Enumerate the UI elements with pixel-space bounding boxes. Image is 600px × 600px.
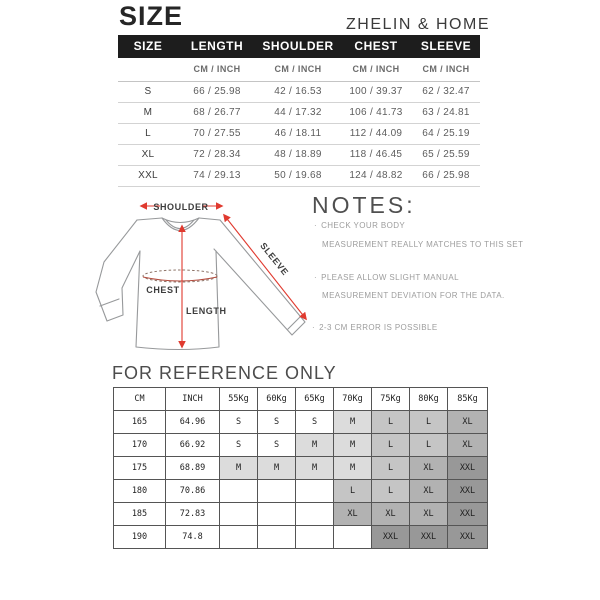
page-title: SIZE	[119, 1, 184, 31]
ref-size-cell: XXL	[448, 503, 488, 526]
chest-label: CHEST	[146, 285, 180, 295]
ref-size-cell: M	[296, 457, 334, 480]
bullet: ·	[314, 221, 318, 230]
ref-size-cell	[220, 526, 258, 549]
ref-size-cell: L	[372, 434, 410, 457]
cell-sleeve: 65 / 25.59	[422, 149, 470, 160]
cell-shoulder: 50 / 19.68	[274, 170, 322, 181]
cell-sleeve: 62 / 32.47	[422, 86, 470, 97]
ref-col-80kg: 80Kg	[410, 388, 448, 411]
ref-col-55kg: 55Kg	[220, 388, 258, 411]
ref-inch: 74.8	[166, 526, 220, 549]
ref-size-cell: XL	[410, 457, 448, 480]
ref-col-cm: CM	[114, 388, 166, 411]
ref-cm: 185	[114, 503, 166, 526]
ref-size-cell: L	[372, 411, 410, 434]
reference-row-170	[114, 434, 488, 457]
ref-size-cell	[296, 503, 334, 526]
unit-cell: CM / INCH	[193, 64, 241, 74]
cell-size: XL	[141, 149, 155, 160]
unit-cell: CM / INCH	[422, 64, 470, 74]
brand-name: ZHELIN & HOME	[346, 16, 490, 33]
ref-size-cell: XXL	[448, 526, 488, 549]
ref-size-cell	[334, 526, 372, 549]
col-header-shoulder: SHOULDER	[262, 39, 334, 53]
cell-chest: 112 / 44.09	[349, 128, 403, 139]
ref-size-cell: XXL	[448, 457, 488, 480]
cell-size: M	[143, 107, 153, 118]
shirt-outline	[96, 218, 305, 350]
ref-inch: 68.89	[166, 457, 220, 480]
reference-header-row	[114, 388, 488, 411]
cell-shoulder: 44 / 17.32	[274, 107, 322, 118]
ref-size-cell	[296, 480, 334, 503]
unit-cell: CM / INCH	[352, 64, 400, 74]
table-row-l	[118, 124, 480, 145]
ref-size-cell: L	[372, 480, 410, 503]
ref-size-cell: M	[258, 457, 296, 480]
note-item: · 2-3 CM ERROR IS POSSIBLE	[312, 323, 438, 332]
cell-length: 72 / 28.34	[193, 149, 241, 160]
ref-size-cell: XXL	[410, 526, 448, 549]
ref-inch: 72.83	[166, 503, 220, 526]
sleeve-label: SLEEVE	[258, 240, 291, 278]
ref-size-cell: XL	[334, 503, 372, 526]
reference-row-190	[114, 526, 488, 549]
ref-size-cell: XXL	[372, 526, 410, 549]
ref-col-85kg: 85Kg	[448, 388, 488, 411]
ref-size-cell: M	[334, 457, 372, 480]
shirt-measurement-diagram	[92, 194, 317, 366]
size-table-header	[118, 35, 480, 58]
chest-measure-line	[143, 277, 217, 281]
cell-sleeve: 63 / 24.81	[422, 107, 470, 118]
ref-size-cell: S	[258, 434, 296, 457]
col-header-chest: CHEST	[354, 39, 398, 53]
unit-row	[118, 58, 480, 82]
shoulder-label: SHOULDER	[153, 202, 209, 212]
ref-inch: 66.92	[166, 434, 220, 457]
reference-row-175	[114, 457, 488, 480]
size-table	[118, 35, 480, 187]
table-row-xxl	[118, 166, 480, 187]
ref-cm: 170	[114, 434, 166, 457]
table-row-m	[118, 103, 480, 124]
notes-section	[312, 192, 527, 342]
ref-size-cell	[296, 526, 334, 549]
ref-size-cell: L	[372, 457, 410, 480]
ref-size-cell: L	[410, 434, 448, 457]
cell-length: 66 / 25.98	[193, 86, 241, 97]
table-row-s	[118, 82, 480, 103]
bullet: ·	[312, 323, 316, 332]
col-header-sleeve: SLEEVE	[420, 39, 472, 53]
cell-shoulder: 46 / 18.11	[274, 128, 322, 139]
reference-row-185	[114, 503, 488, 526]
ref-col-inch: INCH	[166, 388, 220, 411]
cell-sleeve: 64 / 25.19	[422, 128, 470, 139]
ref-cm: 165	[114, 411, 166, 434]
ref-size-cell: S	[258, 411, 296, 434]
cell-shoulder: 42 / 16.53	[274, 86, 322, 97]
note-item: · CHECK YOUR BODY	[314, 221, 406, 230]
cell-length: 74 / 29.13	[193, 170, 241, 181]
ref-size-cell	[258, 526, 296, 549]
ref-size-cell: XL	[410, 480, 448, 503]
col-header-size: SIZE	[133, 39, 163, 53]
reference-table	[113, 387, 488, 549]
ref-size-cell: XXL	[448, 480, 488, 503]
notes-heading: NOTES:	[312, 192, 416, 218]
ref-inch: 70.86	[166, 480, 220, 503]
unit-cell: CM / INCH	[274, 64, 322, 74]
sleeve-measure-arrow	[224, 215, 306, 319]
ref-size-cell: L	[334, 480, 372, 503]
ref-cm: 180	[114, 480, 166, 503]
cell-size: L	[145, 128, 151, 139]
bullet: ·	[314, 273, 318, 282]
ref-size-cell	[258, 503, 296, 526]
ref-size-cell	[220, 480, 258, 503]
ref-size-cell: S	[296, 411, 334, 434]
table-row-xl	[118, 145, 480, 166]
cell-shoulder: 48 / 18.89	[274, 149, 322, 160]
ref-size-cell: XL	[372, 503, 410, 526]
ref-size-cell: M	[296, 434, 334, 457]
cell-size: XXL	[138, 170, 158, 181]
ref-size-cell: L	[410, 411, 448, 434]
cell-chest: 100 / 39.37	[349, 86, 403, 97]
length-label: LENGTH	[186, 306, 227, 316]
cell-size: S	[144, 86, 152, 97]
note-item: · PLEASE ALLOW SLIGHT MANUAL	[314, 273, 459, 282]
col-header-length: LENGTH	[190, 39, 244, 53]
ref-size-cell: M	[334, 434, 372, 457]
ref-cm: 175	[114, 457, 166, 480]
ref-col-75kg: 75Kg	[372, 388, 410, 411]
ref-size-cell: S	[220, 411, 258, 434]
ref-size-cell: M	[334, 411, 372, 434]
reference-row-180	[114, 480, 488, 503]
ref-size-cell	[220, 503, 258, 526]
reference-row-165	[114, 411, 488, 434]
ref-size-cell: S	[220, 434, 258, 457]
note-item-continuation: MEASUREMENT DEVIATION FOR THE DATA.	[322, 291, 505, 300]
ref-col-65kg: 65Kg	[296, 388, 334, 411]
note-item-continuation: MEASUREMENT REALLY MATCHES TO THIS SET	[322, 240, 524, 249]
ref-size-cell: XL	[448, 434, 488, 457]
ref-col-60kg: 60Kg	[258, 388, 296, 411]
ref-size-cell	[258, 480, 296, 503]
ref-size-cell: XL	[448, 411, 488, 434]
unit-cell-empty	[118, 58, 178, 81]
cell-chest: 118 / 46.45	[349, 149, 403, 160]
cell-chest: 106 / 41.73	[349, 107, 403, 118]
cell-chest: 124 / 48.82	[349, 170, 403, 181]
ref-inch: 64.96	[166, 411, 220, 434]
ref-size-cell: XL	[410, 503, 448, 526]
ref-cm: 190	[114, 526, 166, 549]
ref-col-70kg: 70Kg	[334, 388, 372, 411]
chest-ellipse	[143, 270, 217, 282]
reference-heading: FOR REFERENCE ONLY	[112, 363, 337, 383]
cell-sleeve: 66 / 25.98	[422, 170, 470, 181]
cell-length: 70 / 27.55	[193, 128, 241, 139]
cell-length: 68 / 26.77	[193, 107, 241, 118]
ref-size-cell: M	[220, 457, 258, 480]
